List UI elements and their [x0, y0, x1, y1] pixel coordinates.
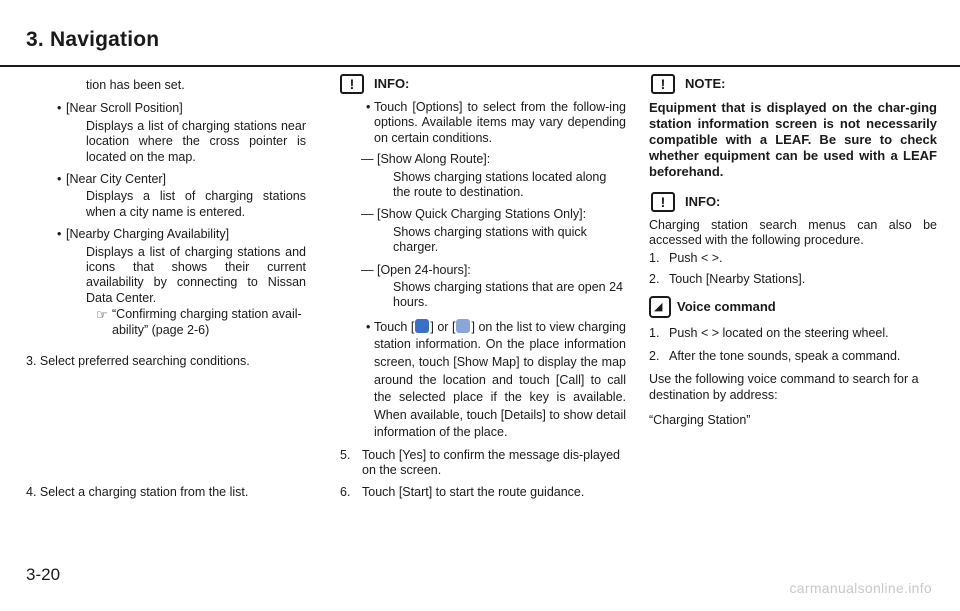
- list-item: [649, 272, 937, 287]
- bullet-icon: •: [366, 100, 371, 114]
- reference-arrow-icon: ☞: [96, 307, 108, 323]
- page-header: [0, 0, 960, 68]
- info-pin-icon: [415, 319, 429, 333]
- note-text: Equipment that is displayed on the char-ging station information screen is not necessarily compatible with a LEAF. Be sure to check whether equipment can be used with a LEAF beforehand.: [649, 100, 937, 179]
- voice-command-title: Voice command: [677, 298, 776, 314]
- step-number: 2.: [649, 349, 660, 364]
- option-label: — [Open 24-hours]:: [361, 262, 471, 277]
- item-label: [Near Scroll Position]: [66, 101, 183, 116]
- step-number: 1.: [649, 325, 660, 340]
- bullet-icon: •: [57, 227, 62, 242]
- touch-bullet: [340, 319, 626, 442]
- step-number: 1.: [649, 250, 660, 265]
- voice-command-example: “Charging Station”: [649, 413, 751, 428]
- step-number: 6.: [340, 484, 351, 499]
- bullet-icon: •: [366, 319, 371, 334]
- step-6: [340, 485, 626, 500]
- note-icon: !: [651, 74, 675, 94]
- step-text: Touch [Nearby Stations].: [669, 272, 806, 287]
- touch-text-start: Touch [: [374, 319, 415, 334]
- step-number: 5.: [340, 448, 351, 463]
- note-heading: [649, 74, 937, 94]
- step-text: Push < >.: [669, 250, 723, 265]
- step-text: After the tone sounds, speak a command.: [669, 349, 901, 364]
- list-item: [26, 172, 306, 187]
- info-bullet-text: Touch [Options] to select from the follow-ing options. Available items may vary depending on certain conditions.: [374, 100, 626, 145]
- step-5: [340, 448, 626, 479]
- touch-text-mid: ] or [: [430, 319, 456, 334]
- list-item: [649, 251, 937, 266]
- option-label: — [Show Along Route]:: [361, 152, 491, 167]
- option-description: Shows charging stations with quick charger.: [393, 224, 587, 255]
- item-label: [Nearby Charging Availability]: [66, 227, 230, 242]
- item-label: [Near City Center]: [66, 172, 167, 187]
- info-heading: [649, 192, 937, 212]
- step-text: Touch [Start] to start the route guidance.: [362, 484, 585, 499]
- list-item: [649, 326, 937, 341]
- step-text: Push < > located on the steering wheel.: [669, 325, 889, 340]
- column-left: [26, 78, 306, 499]
- item-description: Displays a list of charging stations and icons that shows their current availability by connecting to Nissan Data Center.: [86, 244, 306, 305]
- note-title: NOTE:: [685, 76, 726, 92]
- voice-command-icon: ◢: [649, 296, 671, 318]
- step-3: 3. Select preferred searching conditions.: [26, 354, 250, 369]
- item-description: Displays a list of charging stations when a city name is entered.: [86, 189, 306, 219]
- voice-command-heading: [649, 296, 937, 318]
- page-reference[interactable]: [26, 307, 306, 338]
- list-item: [26, 227, 306, 242]
- step-text: Touch [Yes] to confirm the message dis-played on the screen.: [362, 448, 621, 478]
- option-label: — [Show Quick Charging Stations Only]:: [361, 207, 587, 222]
- list-item: [649, 349, 937, 364]
- info-bullet: [340, 100, 626, 146]
- info-icon: !: [651, 192, 675, 212]
- info-title: INFO:: [374, 76, 410, 92]
- list-item: [26, 101, 306, 116]
- intro-text: tion has been set.: [86, 78, 185, 92]
- voice-description: Use the following voice command to search for a destination by address:: [649, 372, 919, 402]
- step-4: 4. Select a charging station from the list.: [26, 485, 249, 499]
- header-divider: [0, 65, 960, 67]
- step-number: 2.: [649, 272, 660, 287]
- column-right: [649, 78, 937, 437]
- bullet-icon: •: [57, 172, 62, 187]
- option-description: Shows charging stations located along the route to destination.: [393, 169, 607, 200]
- bullet-icon: •: [57, 101, 62, 116]
- reference-link[interactable]: “Confirming charging station avail-ability” (page 2-6): [112, 307, 302, 337]
- info-title: INFO:: [685, 194, 721, 210]
- info-text: Charging station search menus can also be accessed with the following procedure.: [649, 218, 937, 248]
- item-description: Displays a list of charging stations near location where the cross pointer is located on the map.: [86, 118, 306, 164]
- column-middle: [340, 78, 626, 506]
- info-heading: [340, 74, 626, 94]
- watermark: carmanualsonline.info: [789, 580, 932, 596]
- page-title: 3. Navigation: [26, 28, 160, 51]
- option-description: Shows charging stations that are open 24 hours.: [393, 280, 624, 310]
- touch-text-end: ] on the list to view charging station information. On the place information screen, touch [Show Map] to display the map around the location and touch [Call] to call the selected place if the key is available. When available, touch [Details] to show detail information of the place.: [374, 319, 626, 440]
- page-number: 3-20: [26, 565, 61, 584]
- flag-icon: [456, 319, 470, 333]
- info-icon: !: [340, 74, 364, 94]
